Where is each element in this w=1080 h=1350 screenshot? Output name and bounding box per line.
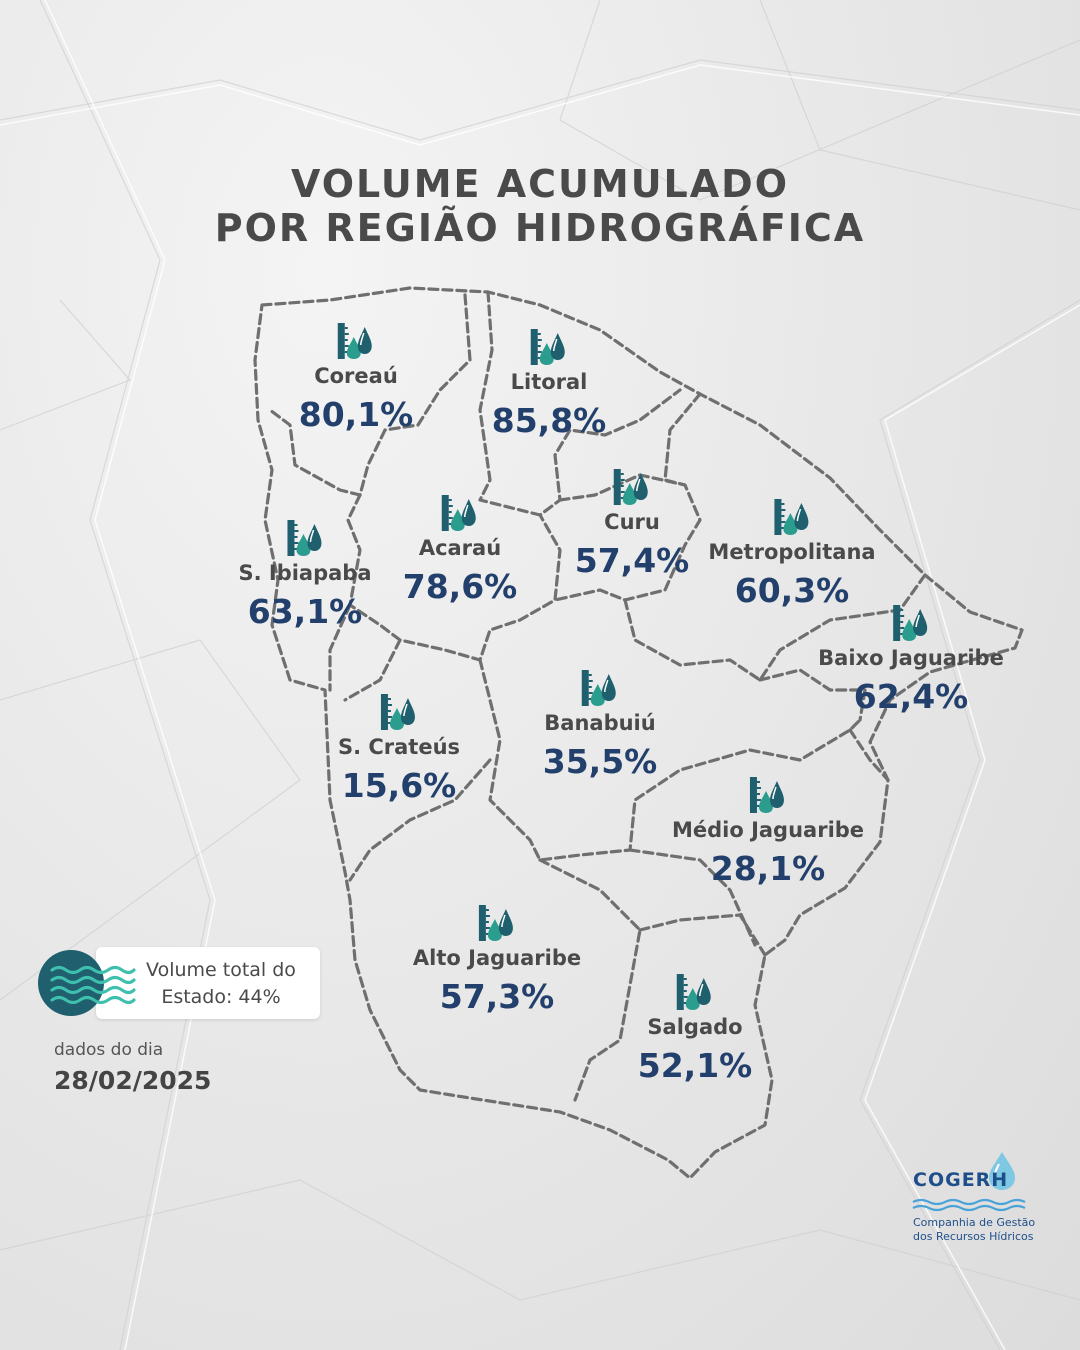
region-metropolitana (708, 497, 875, 611)
total-volume-text (130, 957, 312, 1011)
region-name: Alto Jaguaribe (412, 946, 582, 970)
region-value: 80,1% (298, 395, 414, 434)
water-level-drop-icon (580, 668, 620, 708)
region-name: Médio Jaguaribe (671, 818, 865, 842)
logo-subtitle-line-1: Companhia de Gestão (913, 1216, 1036, 1229)
region-coreau (299, 321, 414, 435)
logo-name: COGERH (913, 1169, 1009, 1191)
region-name: Litoral (510, 370, 588, 394)
water-level-drop-icon (336, 321, 376, 361)
region-value: 15,6% (341, 766, 457, 805)
water-level-drop-icon (529, 327, 569, 367)
water-level-drop-icon (891, 603, 931, 643)
logo-subtitle-line-2: dos Recursos Hídricos (913, 1230, 1034, 1243)
region-curu (575, 467, 690, 581)
region-value: 52,1% (637, 1046, 753, 1085)
title-line-1: VOLUME ACUMULADO (290, 162, 790, 206)
region-name: Coreaú (314, 364, 398, 388)
total-volume-line-1: Volume total do (146, 959, 296, 981)
region-baixo-jaguaribe (818, 603, 1004, 717)
border-salgado (640, 915, 765, 955)
region-name: S. Ibiapaba (238, 561, 372, 585)
region-name: Banabuiú (544, 711, 656, 735)
region-value: 60,3% (734, 571, 850, 610)
region-value: 85,8% (491, 401, 607, 440)
region-value: 78,6% (402, 567, 518, 606)
region-value: 63,1% (247, 592, 363, 631)
region-value: 62,4% (853, 677, 969, 716)
region-alto-jaguaribe (413, 903, 581, 1017)
water-level-drop-icon (675, 972, 715, 1012)
water-level-drop-icon (285, 518, 325, 558)
region-value: 57,3% (439, 977, 555, 1016)
water-level-drop-icon (612, 467, 652, 507)
region-name: Curu (604, 510, 660, 534)
date-caption: dados do dia (54, 1040, 164, 1060)
water-level-drop-icon (772, 497, 812, 537)
region-name: Salgado (647, 1015, 743, 1039)
water-waves-icon (50, 964, 136, 1004)
region-s-crateus (338, 692, 460, 806)
region-s-ibiapaba (238, 518, 371, 632)
total-volume-line-2: Estado: 44% (161, 986, 281, 1008)
date-value: 28/02/2025 (54, 1066, 212, 1095)
title-line-2: POR REGIÃO HIDROGRÁFICA (214, 206, 866, 250)
water-level-drop-icon (477, 903, 517, 943)
region-name: Metropolitana (708, 540, 876, 564)
region-value: 57,4% (574, 541, 690, 580)
region-name: Baixo Jaguaribe (818, 646, 1004, 670)
region-litoral (492, 327, 607, 441)
region-salgado (638, 972, 753, 1086)
region-name: S. Crateús (337, 735, 461, 759)
region-acarau (403, 493, 518, 607)
logo-subtitle (913, 1216, 1035, 1244)
water-level-drop-icon (440, 493, 480, 533)
region-value: 28,1% (710, 849, 826, 888)
water-level-drop-icon (748, 775, 788, 815)
region-name: Acaraú (418, 536, 502, 560)
region-banabuiu (543, 668, 658, 782)
region-value: 35,5% (542, 742, 658, 781)
region-medio-jaguaribe (672, 775, 864, 889)
water-level-drop-icon (379, 692, 419, 732)
